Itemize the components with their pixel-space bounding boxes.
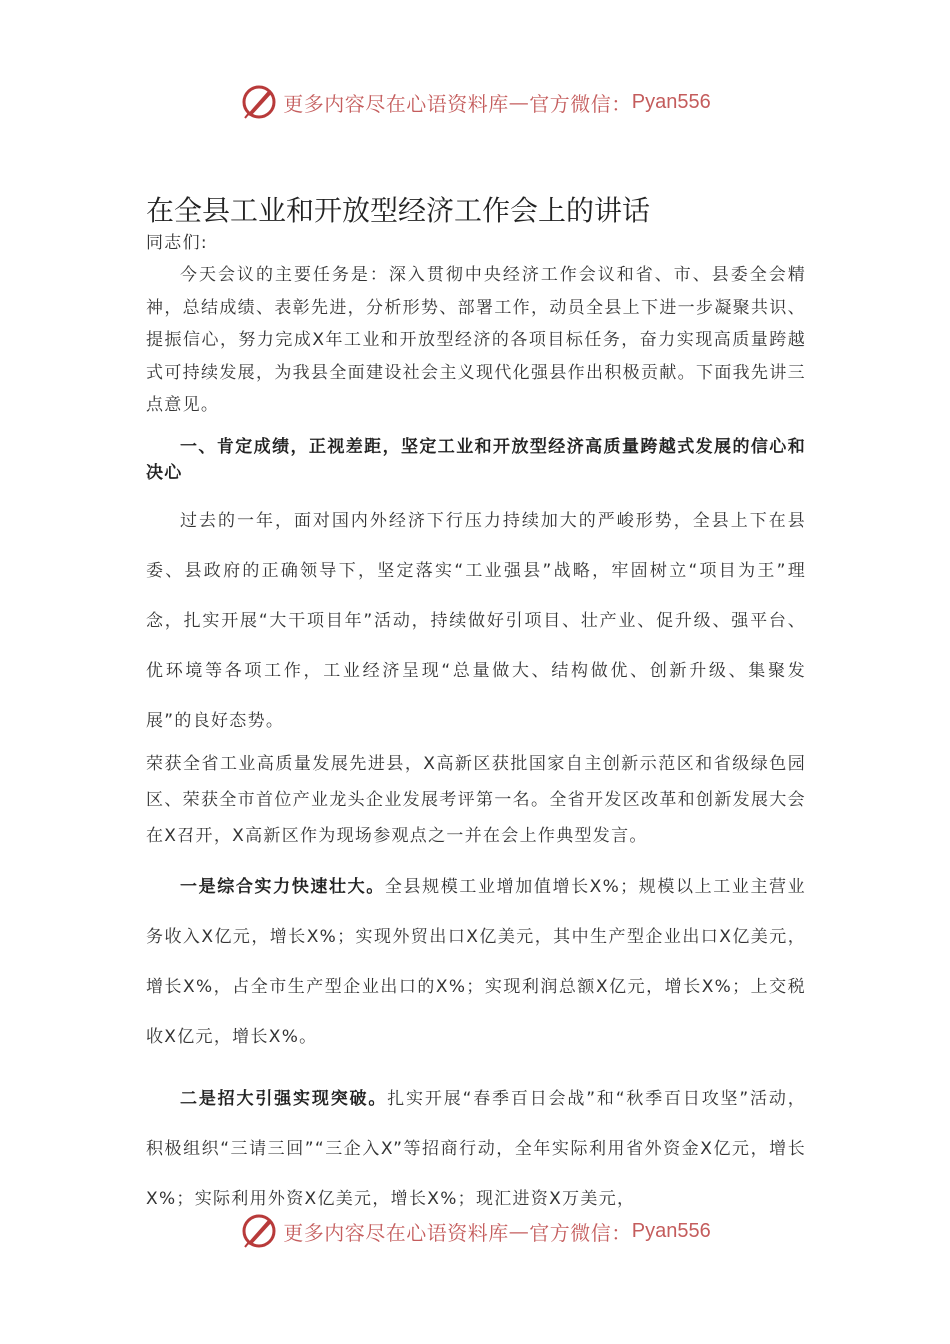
point-1-paragraph <box>146 862 806 1062</box>
watermark-wechat-id: Pyan556 <box>631 90 711 113</box>
document-title: 在全县工业和开放型经济工作会上的讲话 <box>146 193 651 227</box>
watermark-banner-bottom <box>0 1211 950 1251</box>
past-year-paragraph: 过去的一年，面对国内外经济下行压力持续加大的严峻形势，全县上下在县委、县政府的正确领导下，坚定落实“工业强县”战略，牢固树立“项目为王”理念，扎实开展“大干项目年”活动，持续做好引项目、壮产业、促升级、强平台、优环境等各项工作，工业经济呈现“总量做大、结构做优、创新升级、集聚发展”的良好态势。 <box>146 510 806 731</box>
watermark-dash: — <box>508 1219 530 1243</box>
section-1-heading: 一、肯定成绩，正视差距，坚定工业和开放型经济高质量跨越式发展的信心和决心 <box>146 436 806 483</box>
document-body <box>146 227 806 1224</box>
watermark-text: 更多内容尽在心语资料库 <box>283 1220 509 1245</box>
point-1-text: 全县规模工业增加值增长X%；规模以上工业主营业务收入X亿元，增长X%；实现外贸出口X亿美元，其中生产型企业出口X亿美元，增长X%，占全市生产型企业出口的X%；实现利润总额X亿元，增长X%；上交税收X亿元，增长X%。 <box>146 876 806 1047</box>
intro-paragraph: 今天会议的主要任务是：深入贯彻中央经济工作会议和省、市、县委全会精神，总结成绩、表彰先进，分析形势、部署工作，动员全县上下进一步凝聚共识、提振信心，努力完成X年工业和开放型经济的各项目标任务，奋力实现高质量跨越式可持续发展，为我县全面建设社会主义现代化强县作出积极贡献。下面我先讲三点意见。 <box>146 265 806 415</box>
point-1-lead: 一是综合实力快速壮大。 <box>180 876 385 897</box>
point-2-lead: 二是招大引强实现突破。 <box>180 1088 388 1109</box>
watermark-wechat-label: 官方微信： <box>529 1220 632 1245</box>
point-2-paragraph <box>146 1074 806 1224</box>
watermark-text: 更多内容尽在心语资料库 <box>283 91 509 116</box>
point-2-text: 扎实开展“春季百日会战”和“秋季百日攻坚”活动，积极组织“三请三回”“三企入X”等招商行动，全年实际利用省外资金X亿元，增长X%；实际利用外资X亿美元，增长X%；现汇进资X万美元， <box>146 1088 806 1209</box>
greeting: 同志们: <box>146 233 208 253</box>
quill-logo-icon <box>239 1211 279 1251</box>
watermark-dash: — <box>508 90 530 114</box>
watermark-wechat-label: 官方微信： <box>529 91 632 116</box>
quill-logo-icon <box>239 82 279 122</box>
achievements-paragraph: 荣获全省工业高质量发展先进县，X高新区获批国家自主创新示范区和省级绿色园区、荣获全市首位产业龙头企业发展考评第一名。全省开发区改革和创新发展大会在X召开，X高新区作为现场参观点之一并在会上作典型发言。 <box>146 753 806 846</box>
watermark-wechat-id: Pyan556 <box>631 1219 711 1242</box>
watermark-banner-top <box>0 82 950 122</box>
